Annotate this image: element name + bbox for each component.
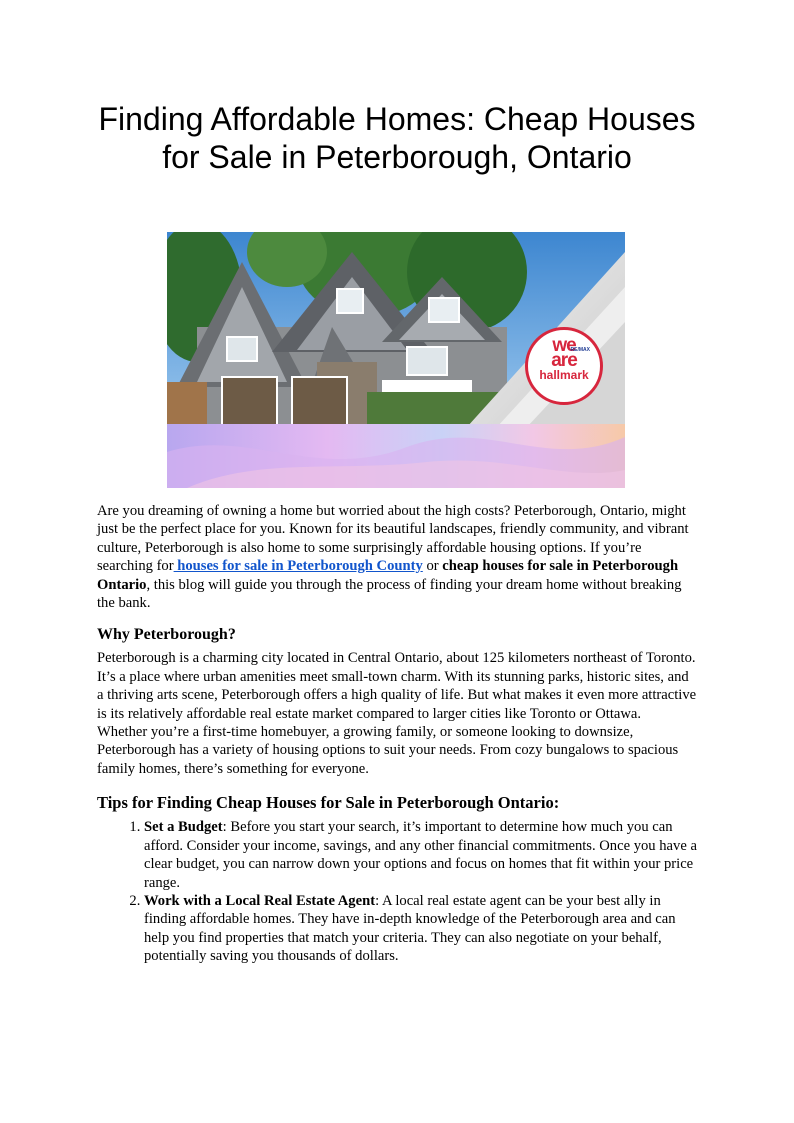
peterborough-county-link[interactable]: houses for sale in Peterborough County [173, 558, 423, 575]
intro-after: , this blog will guide you through the process of finding your dream home without breaking the bank. [97, 576, 682, 612]
article-body [97, 502, 697, 966]
intro-paragraph [97, 502, 697, 612]
hallmark-logo [525, 327, 603, 405]
hero-image [167, 232, 625, 488]
intro-between: or [422, 558, 443, 575]
tips-heading: Tips for Finding Cheap Houses for Sale in Peterborough Ontario: [97, 793, 560, 813]
logo-line2: are [551, 350, 577, 371]
logo-line1: we [552, 335, 576, 356]
intro-bold: cheap houses for sale in Peterborough Ontario [97, 558, 679, 593]
why-paragraph-2: Whether you’re a first-time homebuyer, a growing family, or someone looking to downsize, Peterborough has a variety of housing options to suit your needs. From cozy bungalows to spacious family homes, there’s something for everyone. [97, 724, 679, 777]
logo-line3: hallmark [539, 368, 589, 382]
list-item [144, 818, 697, 892]
why-paragraph-1: Peterborough is a charming city located in Central Ontario, about 125 kilometers northeast of Toronto. It’s a place where urban amenities meet small-town charm. With its stunning parks, historic sites, and a thriving arts scene, Peterborough offers a high quality of life. But what makes it even more attractive is its relatively affordable real estate market compared to larger cities like Toronto or Ottawa. [97, 650, 697, 722]
tip-text: : A local real estate agent can be your best ally in finding affordable homes. They have in-depth knowledge of the Peterborough area and can help you find properties that match your criteria. They can also negotiate on your behalf, potentially saving you thousands of dollars. [144, 892, 676, 965]
tip-text: : Before you start your search, it’s important to determine how much you can afford. Consider your income, savings, and any other financial commitments. Once you have a clear budget, you can narrow down your options and focus on homes that fit within your price range. [144, 819, 697, 891]
list-item [144, 892, 697, 966]
intro-text: Are you dreaming of owning a home but worried about the high costs? Peterborough, Ontario, might just be the perfect place for you. Known for its beautiful landscapes, friendly community, and vibrant culture, Peterborough is also home to some surprisingly affordable housing options. If you’re searching for [97, 503, 689, 575]
tip-term: Set a Budget [144, 819, 223, 836]
page-title: Finding Affordable Homes: Cheap Houses for Sale in Peterborough, Ontario [98, 101, 696, 175]
logo-brand: RE/MAX [570, 347, 590, 353]
why-heading: Why Peterborough? [97, 626, 236, 644]
tip-term: Work with a Local Real Estate Agent [144, 892, 376, 909]
tips-list [97, 818, 697, 965]
